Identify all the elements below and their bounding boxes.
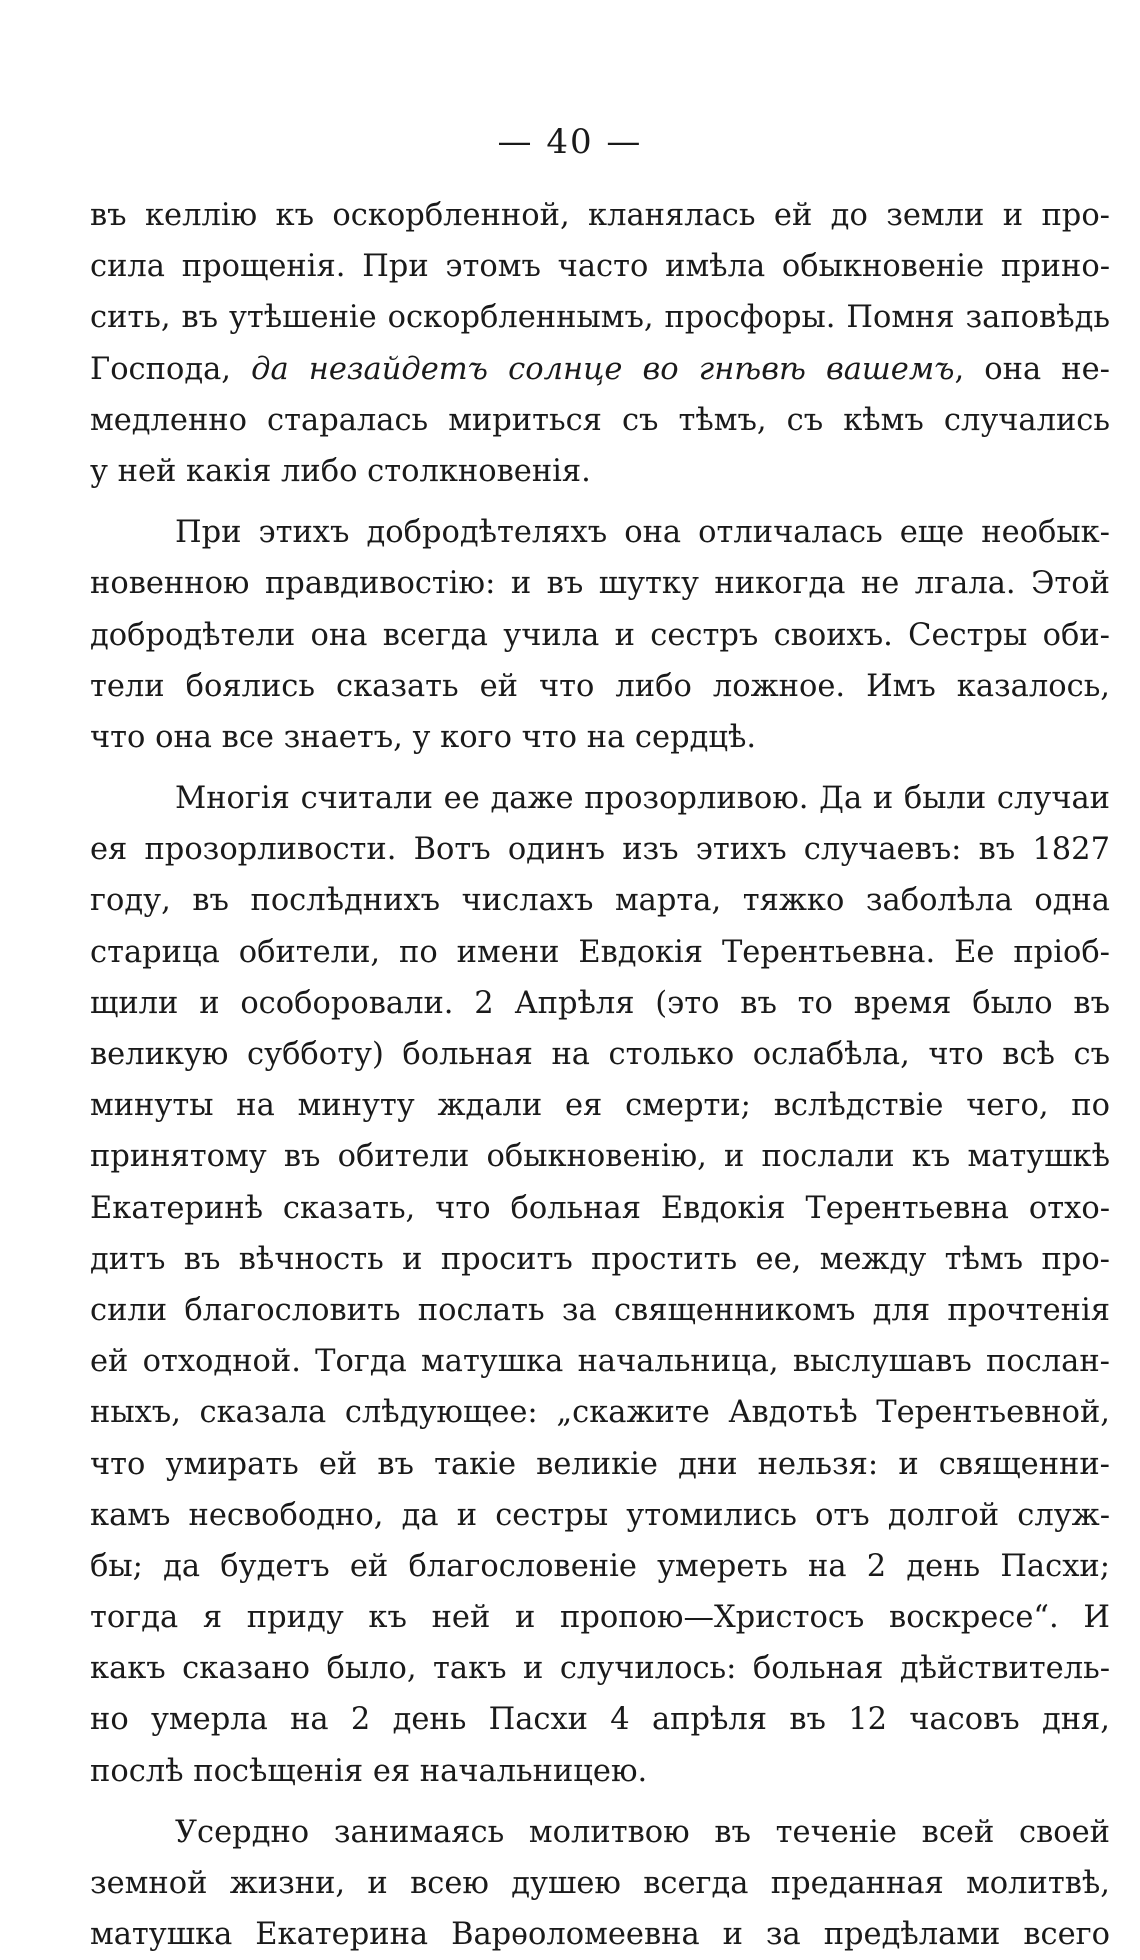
- paragraph: [90, 773, 1110, 1797]
- text-line: тогда я приду къ ней и пропою—Христосъ воскресе“. И: [90, 1600, 1110, 1636]
- text-line: матушка Екатерина Варѳоломеевна и за предѣлами всего: [90, 1917, 1110, 1953]
- text-line: Усердно занимаясь молитвою въ теченіе всей своей: [175, 1814, 1110, 1850]
- text-line: но умерла на 2 день Пасхи 4 апрѣля въ 12 часовъ дня,: [90, 1702, 1110, 1738]
- text-line: сила прощенія. При этомъ часто имѣла обыкновеніе прино-: [90, 249, 1110, 285]
- text-line: ныхъ, сказала слѣдующее: „скажите Авдотьѣ Терентьевной,: [90, 1395, 1110, 1431]
- text-line: сили благословить послать за священникомъ для прочтенія: [90, 1292, 1110, 1328]
- text-line: дитъ въ вѣчность и проситъ простить ее, между тѣмъ про-: [90, 1241, 1110, 1277]
- text-line-with-quote: [90, 344, 1110, 395]
- line-segment: , она не-: [954, 351, 1110, 387]
- text-line: великую субботу) больная на столько ослабѣла, что всѣ съ: [90, 1037, 1110, 1072]
- text-line: камъ несвободно, да и сестры утомились отъ долгой служ-: [90, 1497, 1110, 1533]
- text-line: сить, въ утѣшеніе оскорбленнымъ, просфоры. Помня заповѣдь: [90, 300, 1110, 336]
- page-number: — 40 —: [497, 122, 643, 162]
- text-line: минуты на минуту ждали ея смерти; вслѣдствіе чего, по: [90, 1088, 1110, 1124]
- body-text: [90, 190, 1110, 1960]
- text-line: у ней какія либо столкновенія.: [90, 453, 591, 489]
- line-segment: Господа,: [90, 351, 252, 387]
- text-line: бы; да будетъ ей благословеніе умереть на 2 день Пасхи;: [90, 1548, 1110, 1584]
- text-line: ея прозорливости. Вотъ одинъ изъ этихъ случаевъ: въ 1827: [90, 832, 1110, 868]
- text-line: ей отходной. Тогда матушка начальница, выслушавъ послан-: [90, 1344, 1110, 1380]
- text-line: При этихъ добродѣтеляхъ она отличалась еще необык-: [175, 515, 1110, 551]
- text-line: Екатеринѣ сказать, что больная Евдокія Терентьевна отхо-: [90, 1190, 1110, 1226]
- text-line: добродѣтели она всегда учила и сестръ своихъ. Сестры оби-: [90, 617, 1110, 653]
- text-line: земной жизни, и всею душею всегда преданная молитвѣ,: [90, 1866, 1110, 1901]
- text-line: какъ сказано было, такъ и случилось: больная дѣйствитель-: [90, 1651, 1110, 1687]
- scripture-quote: да незайдетъ солнце во гнѣвѣ вашемъ: [251, 351, 955, 387]
- text-line: медленно старалась мириться съ тѣмъ, съ кѣмъ случались: [90, 402, 1110, 438]
- paragraph: [90, 190, 1110, 497]
- paragraph: [90, 1807, 1110, 1960]
- text-line: старица обители, по имени Евдокія Терентьевна. Ее пріоб-: [90, 934, 1110, 970]
- text-line: что она все знаетъ, у кого что на сердцѣ.: [90, 719, 757, 755]
- text-line: новенною правдивостію: и въ шутку никогда не лгала. Этой: [90, 566, 1110, 602]
- text-line: послѣ посѣщенія ея начальницею.: [90, 1753, 648, 1789]
- paragraph: [90, 507, 1110, 763]
- text-line: что умирать ей въ такіе великіе дни нельзя: и священни-: [90, 1446, 1110, 1482]
- text-line: тели боялись сказать ей что либо ложное. Имъ казалось,: [90, 668, 1110, 704]
- text-line: Многія считали ее даже прозорливою. Да и были случаи: [175, 781, 1110, 817]
- text-line: году, въ послѣднихъ числахъ марта, тяжко заболѣла одна: [90, 883, 1110, 919]
- text-line: щили и особоровали. 2 Апрѣля (это въ то время было въ: [90, 985, 1110, 1021]
- text-line: принятому въ обители обыкновенію, и послали къ матушкѣ: [90, 1139, 1110, 1175]
- text-line: въ келлію къ оскорбленной, кланялась ей до земли и про-: [90, 198, 1110, 233]
